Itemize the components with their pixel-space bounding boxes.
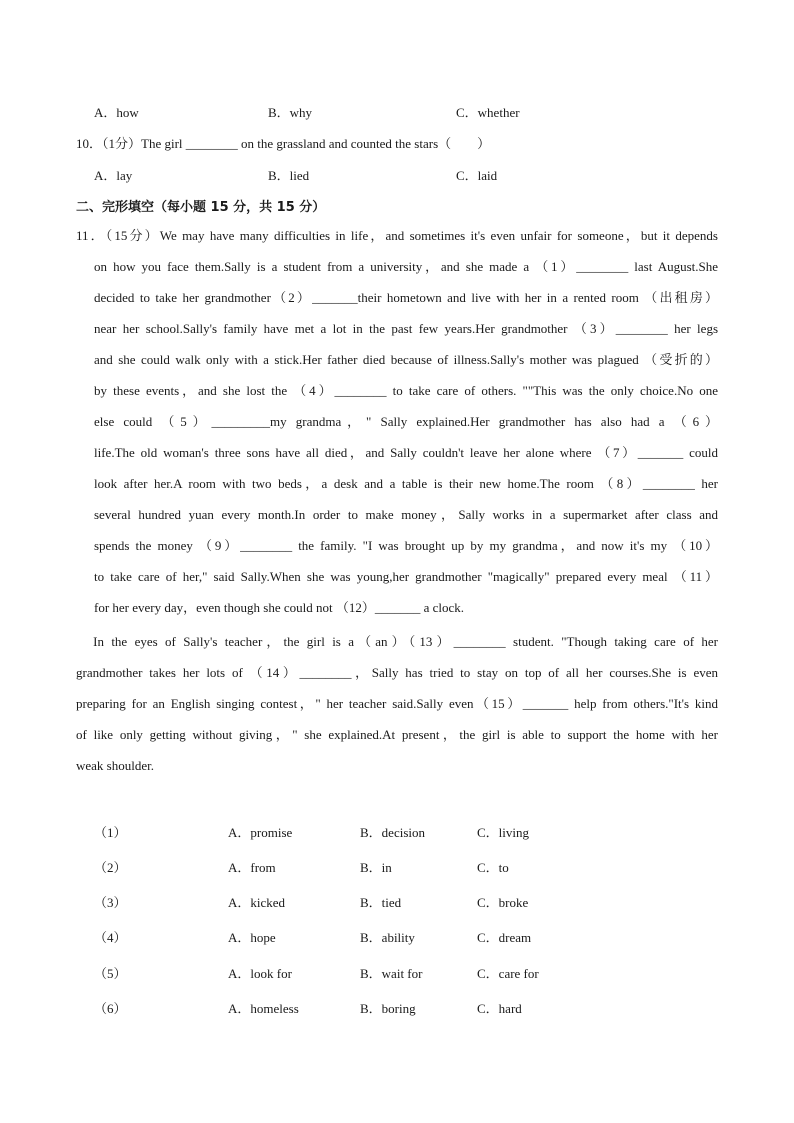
passage-line: In the eyes of Sally's teacher，the girl is a（an）（13）________ student. "Though taking care of her bbox=[76, 634, 718, 649]
passage-line: and she could walk only with a stick.Her father died because of illness.Sally's mother was plagued （受折的） bbox=[94, 352, 718, 367]
choice-option-b: B．tied bbox=[360, 895, 402, 910]
q11-passage-paragraph-1 bbox=[76, 220, 718, 251]
choice-option-c: C．care for bbox=[477, 966, 539, 981]
passage-line: preparing for an English singing contest，" her teacher said.Sally even（15）_______ help from others."It's kind bbox=[76, 696, 718, 711]
passage-line: on how you face them.Sally is a student from a university，and she made a （1）________ last August.She bbox=[94, 259, 718, 274]
choice-row bbox=[0, 857, 794, 877]
choice-number: （6） bbox=[94, 1001, 127, 1016]
choice-option-b: B．wait for bbox=[360, 966, 423, 981]
choice-option-a: A．from bbox=[228, 860, 276, 875]
choice-row bbox=[0, 998, 794, 1018]
choice-option-b: B．ability bbox=[360, 930, 415, 945]
q11-passage-paragraph-1-body bbox=[94, 251, 718, 623]
passage-line: look after her.A room with two beds，a desk and a table is their new home.The room （8）________ her bbox=[94, 476, 718, 491]
passage-line: decided to take her grandmother（2）_______their hometown and live with her in a rented room （出租房） bbox=[94, 290, 718, 305]
choice-option-a: A．kicked bbox=[228, 895, 286, 910]
q11-passage-paragraph-2 bbox=[76, 626, 718, 781]
passage-line: several hundred yuan every month.In order to make money，Sally works in a supermarket after class and bbox=[94, 507, 718, 522]
q10-stem: 10．（1分）The girl ________ on the grassland and counted the stars（ ） bbox=[76, 136, 491, 151]
passage-line: life.The old woman's three sons have all died，and Sally couldn't leave her alone where （7）_______ could bbox=[94, 445, 718, 460]
choice-number: （3） bbox=[94, 895, 127, 910]
passage-line: near her school.Sally's family have met a lot in the past few years.Her grandmother （3）________ her legs bbox=[94, 321, 718, 336]
q9-option-c: C．whether bbox=[456, 105, 520, 120]
section-2-title: 二、完形填空（每小题 15 分，共 15 分） bbox=[76, 200, 326, 215]
choice-option-a: A．homeless bbox=[228, 1001, 299, 1016]
choice-option-a: A．promise bbox=[228, 825, 293, 840]
choice-option-a: A．look for bbox=[228, 966, 292, 981]
passage-line: weak shoulder. bbox=[76, 758, 154, 773]
q10-option-b: B．lied bbox=[268, 168, 310, 183]
choice-number: （1） bbox=[94, 825, 127, 840]
choice-option-b: B．in bbox=[360, 860, 392, 875]
passage-line: spends the money （9）________ the family. "I was brought up by my grandma，and now it's my （10） bbox=[94, 538, 718, 553]
choice-option-b: B．boring bbox=[360, 1001, 416, 1016]
q10-option-c: C．laid bbox=[456, 168, 498, 183]
choice-option-a: A．hope bbox=[228, 930, 276, 945]
choice-option-c: C．to bbox=[477, 860, 509, 875]
passage-line: by these events，and she lost the （4）________ to take care of others. ""This was the only choice.No one bbox=[94, 383, 718, 398]
choice-number: （4） bbox=[94, 930, 127, 945]
q10-option-a: A．lay bbox=[94, 168, 133, 183]
choice-option-c: C．broke bbox=[477, 895, 529, 910]
passage-line: for her every day，even though she could not （12）_______ a clock. bbox=[94, 600, 465, 615]
passage-line: of like only getting without giving，" she explained.At present，the girl is able to support the home with her bbox=[76, 727, 718, 742]
passage-line: grandmother takes her lots of （14）________，Sally has tried to stay on top of all her courses.She is even bbox=[76, 665, 718, 680]
choice-row bbox=[0, 822, 794, 842]
choice-number: （5） bbox=[94, 966, 127, 981]
choice-row bbox=[0, 963, 794, 983]
passage-line: 11．（15分）We may have many difficulties in life，and sometimes it's even unfair for someone，but it depends bbox=[76, 228, 718, 243]
q9-option-a: A．how bbox=[94, 105, 139, 120]
choice-number: （2） bbox=[94, 860, 127, 875]
choice-option-b: B．decision bbox=[360, 825, 425, 840]
choice-option-c: C．dream bbox=[477, 930, 532, 945]
passage-line: else could （5）_________my grandma，" Sally explained.Her grandmother has also had a （6） bbox=[94, 414, 718, 429]
choice-option-c: C．hard bbox=[477, 1001, 522, 1016]
q9-option-b: B．why bbox=[268, 105, 313, 120]
choice-row bbox=[0, 927, 794, 947]
choice-row bbox=[0, 892, 794, 912]
choice-option-c: C．living bbox=[477, 825, 530, 840]
passage-line: to take care of her," said Sally.When she was young,her grandmother "magically" prepared every meal （11） bbox=[94, 569, 718, 584]
